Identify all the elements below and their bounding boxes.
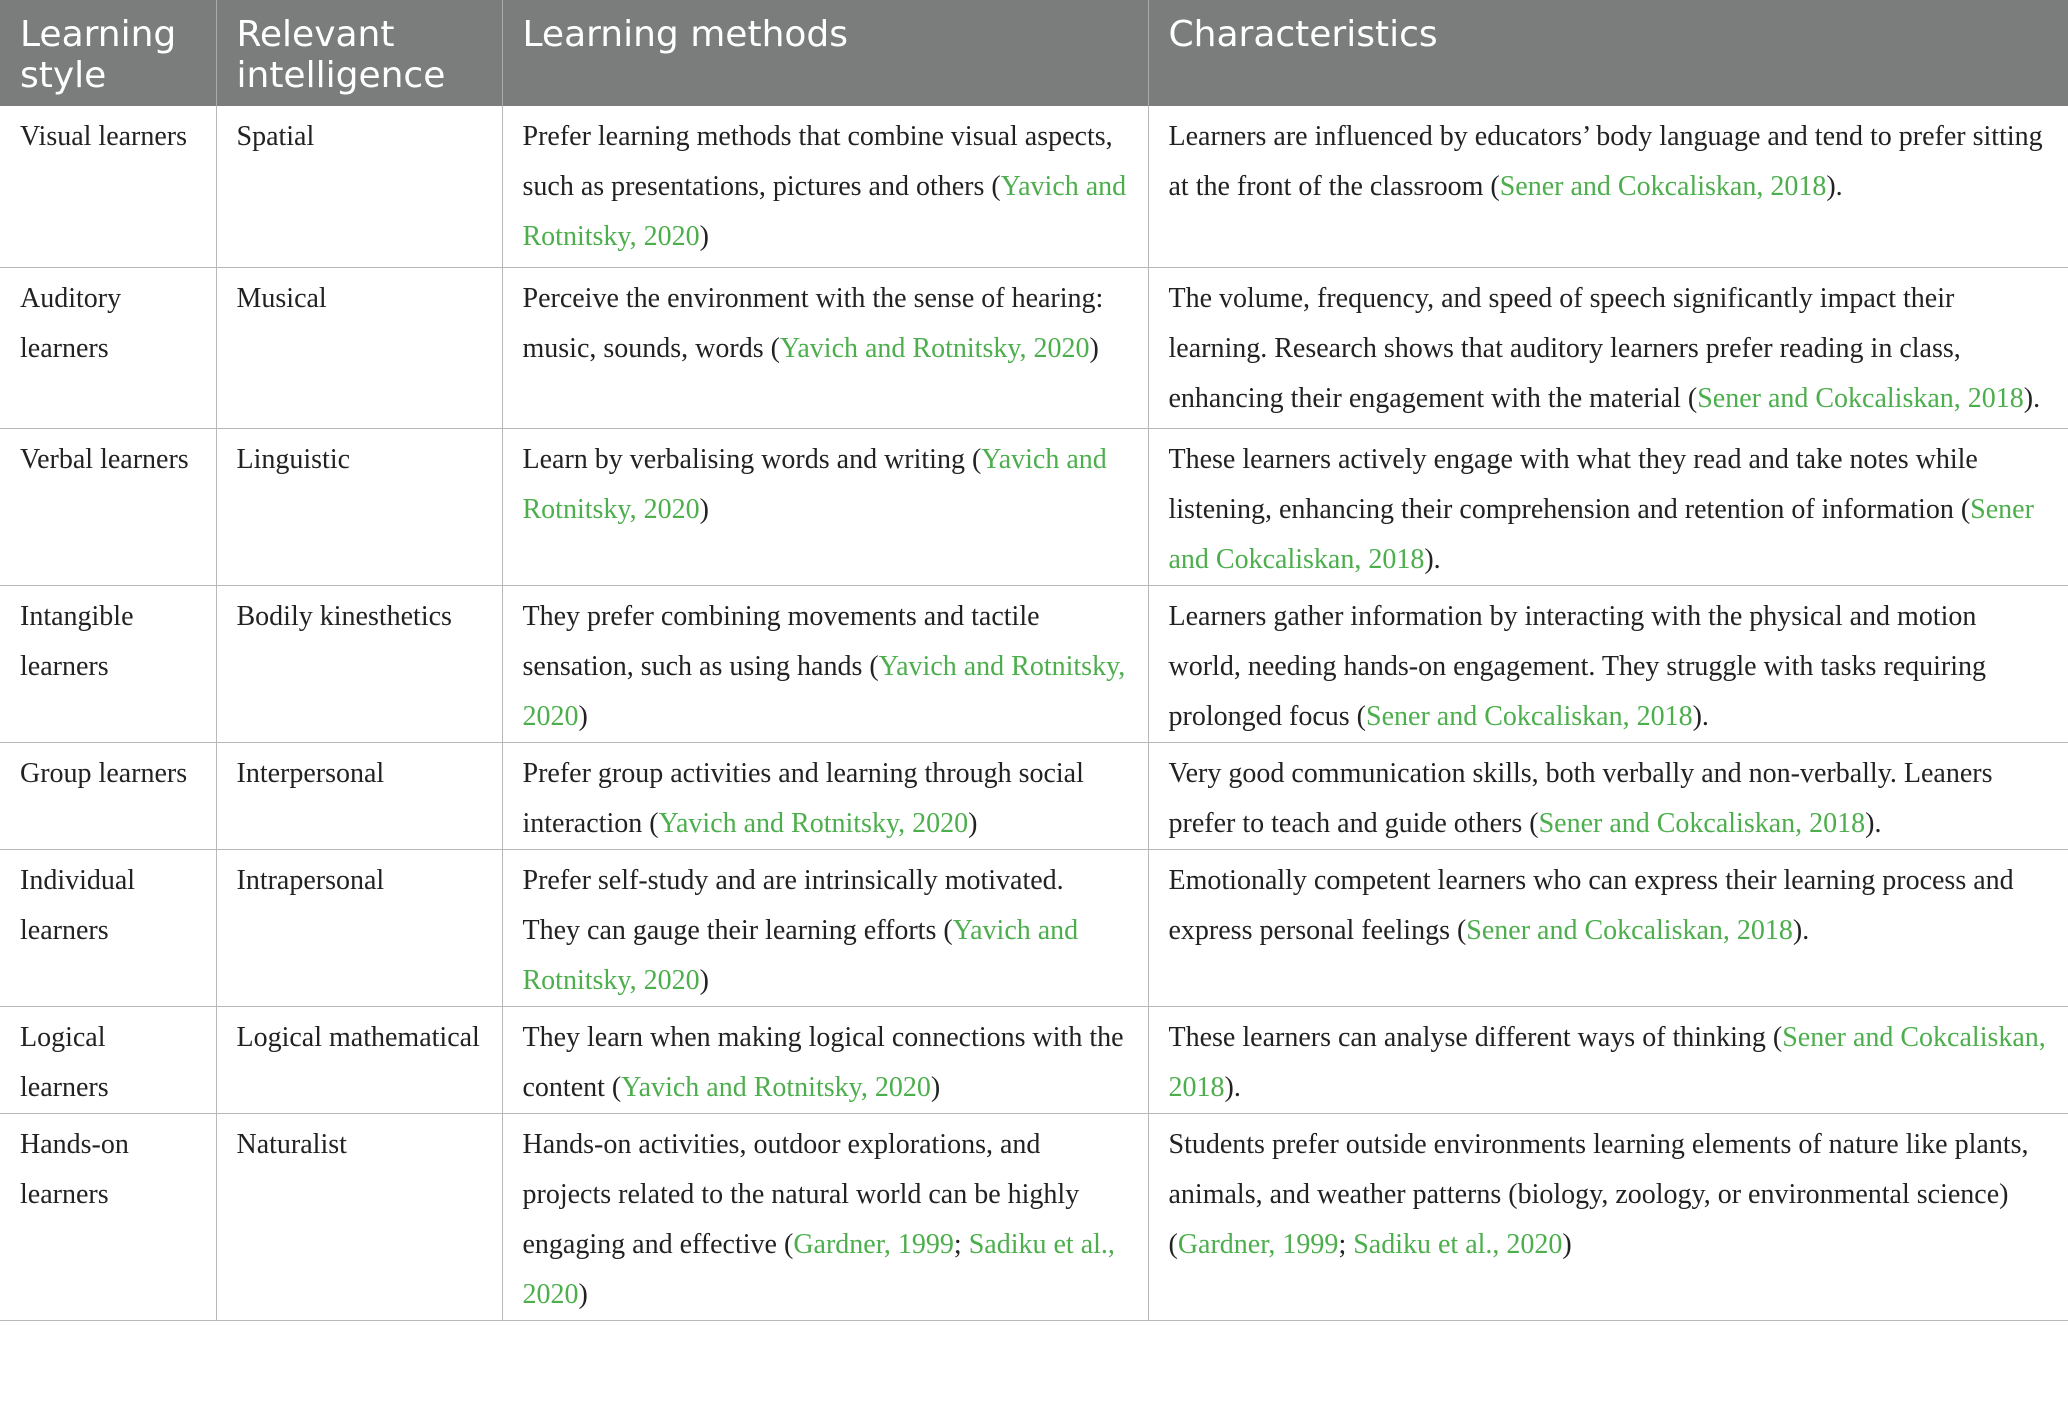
header-characteristics: Characteristics (1148, 0, 2068, 106)
cell-relevant-intelligence: Musical (216, 267, 502, 428)
cell-text: ) (1089, 332, 1099, 364)
cell-text: ) (699, 964, 709, 996)
cell-relevant-intelligence: Naturalist (216, 1113, 502, 1320)
citation-link[interactable]: Sadiku et al., 2020 (522, 1228, 1115, 1310)
cell-characteristics (1148, 267, 2068, 428)
cell-learning-methods (502, 1113, 1148, 1320)
cell-characteristics (1148, 585, 2068, 742)
citation-link[interactable]: Sener and Cokcaliskan, 2018 (1499, 171, 1827, 202)
cell-learning-methods (502, 849, 1148, 1006)
citation-link[interactable]: Sener and Cokcaliskan, 2018 (1697, 382, 2024, 414)
citation-link[interactable]: Sener and Cokcaliskan, 2018 (1366, 700, 1693, 732)
cell-text: ). (1224, 1071, 1241, 1103)
cell-learning-style: Individual learners (0, 849, 216, 1006)
table-row (0, 585, 2068, 742)
citation-link[interactable]: Yavich and Rotnitsky, 2020 (779, 332, 1090, 364)
header-learning-style: Learning style (0, 0, 216, 106)
cell-text: Very good communication skills, both verbally and non-verbally. Leaners prefer to teach and guide others ( (1168, 757, 1993, 839)
cell-text: ) (930, 1071, 941, 1103)
citation-link[interactable]: Sadiku et al., 2020 (1353, 1228, 1563, 1260)
cell-characteristics (1148, 742, 2068, 849)
cell-text: Prefer group activities and learning through social interaction ( (522, 757, 1084, 839)
cell-text: Learners are influenced by educators’ body language and tend to prefer sitting at the front of the classroom ( (1168, 121, 2043, 202)
cell-text: ) (699, 221, 709, 252)
cell-learning-methods (502, 1006, 1148, 1113)
citation-link[interactable]: Yavich and Rotnitsky, 2020 (522, 171, 1127, 252)
citation-link[interactable]: Sener and Cokcaliskan, 2018 (1538, 807, 1866, 839)
cell-text: ). (2023, 382, 2041, 414)
cell-text: ; (1338, 1228, 1354, 1260)
cell-relevant-intelligence: Logical mathematical (216, 1006, 502, 1113)
cell-relevant-intelligence: Intrapersonal (216, 849, 502, 1006)
cell-text: Emotionally competent learners who can express their learning process and express personal feelings ( (1168, 864, 2014, 946)
cell-text: Prefer self-study and are intrinsically motivated. They can gauge their learning efforts ( (522, 864, 1064, 946)
table-row (0, 849, 2068, 1006)
citation-link[interactable]: Sener and Cokcaliskan, 2018 (1168, 1021, 2046, 1103)
cell-text: ) (578, 1278, 588, 1310)
cell-text: ). (1692, 700, 1709, 732)
cell-characteristics (1148, 1006, 2068, 1113)
table-row (0, 1006, 2068, 1113)
cell-learning-style: Visual learners (0, 106, 216, 267)
cell-characteristics (1148, 428, 2068, 585)
citation-link[interactable]: Yavich and Rotnitsky, 2020 (621, 1071, 931, 1103)
cell-text: ). (1792, 914, 1810, 946)
table-row (0, 428, 2068, 585)
cell-learning-style: Group learners (0, 742, 216, 849)
cell-text: Students prefer outside environments learning elements of nature like plants, animals, and weather patterns (biology, zoology, or environmental science) ( (1168, 1128, 2029, 1260)
cell-relevant-intelligence: Linguistic (216, 428, 502, 585)
cell-text: Perceive the environment with the sense of hearing: music, sounds, words ( (522, 282, 1104, 364)
cell-learning-methods (502, 106, 1148, 267)
cell-text: Prefer learning methods that combine visual aspects, such as presentations, pictures and others ( (522, 121, 1113, 202)
cell-characteristics (1148, 1113, 2068, 1320)
citation-link[interactable]: Sener and Cokcaliskan, 2018 (1168, 493, 2034, 575)
cell-text: These learners actively engage with what they read and take notes while listening, enhancing their comprehension and retention of information ( (1168, 443, 1978, 525)
table-row (0, 106, 2068, 267)
cell-text: The volume, frequency, and speed of speech significantly impact their learning. Research shows that auditory learners prefer reading in class, enhancing their engagement with the material ( (1168, 282, 1961, 414)
citation-link[interactable]: Yavich and Rotnitsky, 2020 (522, 650, 1126, 732)
cell-text: ) (699, 493, 709, 525)
cell-text: Learn by verbalising words and writing ( (522, 443, 982, 475)
cell-learning-style: Auditory learners (0, 267, 216, 428)
cell-characteristics (1148, 849, 2068, 1006)
cell-learning-style: Verbal learners (0, 428, 216, 585)
citation-link[interactable]: Yavich and Rotnitsky, 2020 (522, 443, 1107, 525)
cell-text: ). (1424, 543, 1441, 575)
cell-text: ) (1562, 1228, 1572, 1260)
cell-learning-style: Intangible learners (0, 585, 216, 742)
cell-relevant-intelligence: Spatial (216, 106, 502, 267)
cell-text: ) (578, 700, 588, 732)
table-body (0, 106, 2068, 1320)
cell-learning-methods (502, 585, 1148, 742)
citation-link[interactable]: Sener and Cokcaliskan, 2018 (1466, 914, 1793, 946)
citation-link[interactable]: Gardner, 1999 (793, 1228, 954, 1260)
cell-learning-methods (502, 267, 1148, 428)
table-header-row (0, 0, 2068, 106)
cell-text: Learners gather information by interacting with the physical and motion world, needing hands-on engagement. They struggle with tasks requiring prolonged focus ( (1168, 600, 1987, 732)
citation-link[interactable]: Gardner, 1999 (1177, 1228, 1339, 1260)
table-row (0, 267, 2068, 428)
table-row (0, 1113, 2068, 1320)
cell-relevant-intelligence: Interpersonal (216, 742, 502, 849)
cell-learning-methods (502, 742, 1148, 849)
cell-text: ) (968, 807, 978, 839)
cell-learning-style: Logical learners (0, 1006, 216, 1113)
citation-link[interactable]: Yavich and Rotnitsky, 2020 (522, 914, 1079, 996)
header-relevant-intelligence: Relevant intelligence (216, 0, 502, 106)
cell-relevant-intelligence: Bodily kinesthetics (216, 585, 502, 742)
cell-text: ; (953, 1228, 969, 1260)
header-learning-methods: Learning methods (502, 0, 1148, 106)
cell-text: These learners can analyse different ways of thinking ( (1168, 1021, 1783, 1053)
citation-link[interactable]: Yavich and Rotnitsky, 2020 (658, 807, 969, 839)
cell-text: They prefer combining movements and tactile sensation, such as using hands ( (522, 600, 1040, 682)
cell-text: ). (1826, 171, 1843, 202)
cell-learning-methods (502, 428, 1148, 585)
cell-text: They learn when making logical connections with the content ( (522, 1021, 1124, 1103)
cell-text: Hands-on activities, outdoor explorations, and projects related to the natural world can be highly engaging and effective ( (522, 1128, 1080, 1260)
cell-characteristics (1148, 106, 2068, 267)
cell-text: ). (1865, 807, 1882, 839)
table-row (0, 742, 2068, 849)
cell-learning-style: Hands-on learners (0, 1113, 216, 1320)
